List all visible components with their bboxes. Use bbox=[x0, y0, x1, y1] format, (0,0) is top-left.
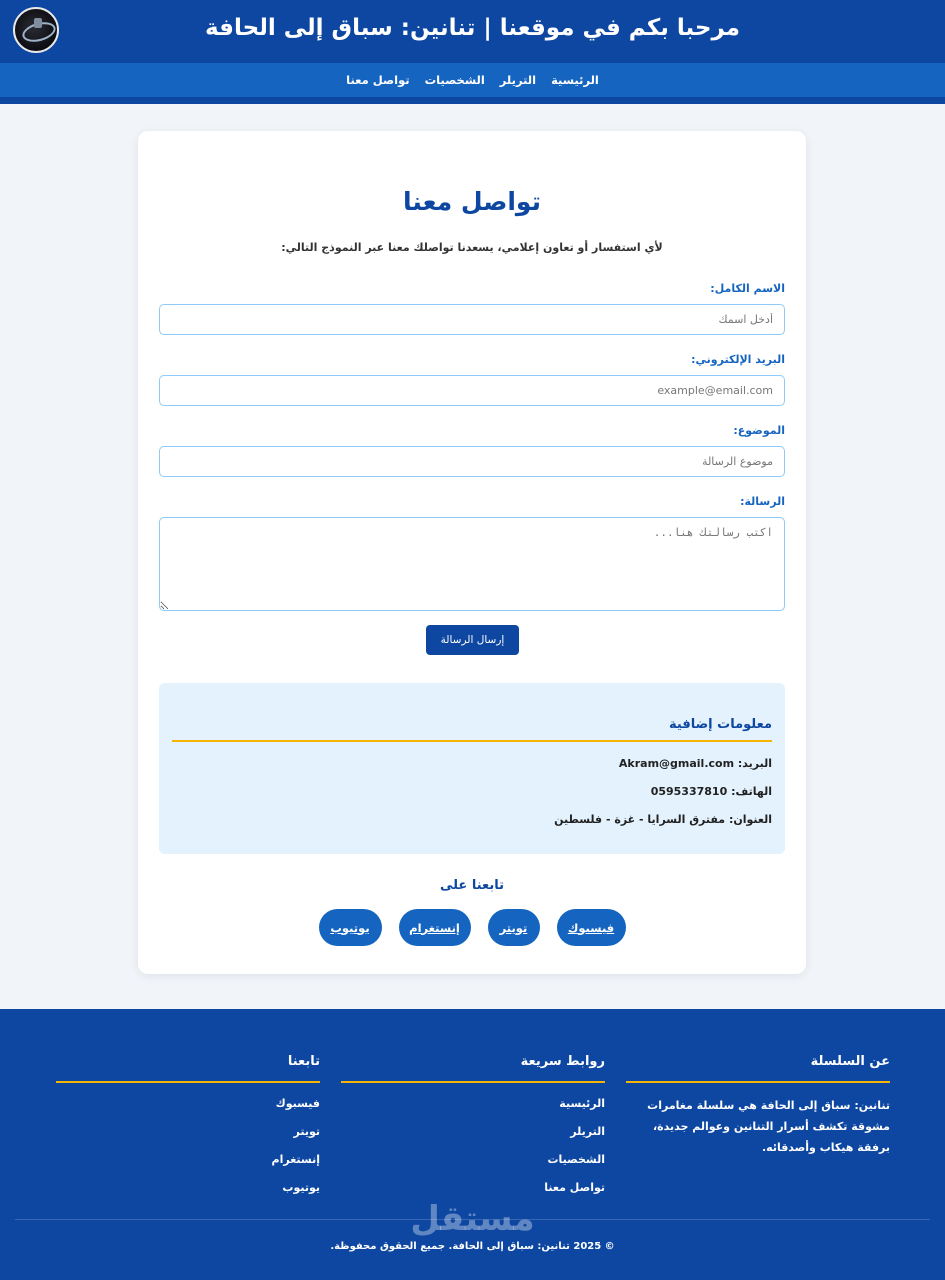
footer-about bbox=[626, 1054, 890, 1158]
footer-about-divider bbox=[626, 1081, 890, 1083]
send-message-button[interactable]: إرسال الرسالة bbox=[426, 625, 519, 655]
page-title: تواصل معنا bbox=[403, 187, 541, 216]
message-textarea[interactable] bbox=[159, 517, 785, 611]
footer-links-title: روابط سريعة bbox=[520, 1054, 605, 1069]
additional-info-box bbox=[159, 683, 785, 854]
contact-intro: لأي استفسار أو تعاون إعلامي، يسعدنا تواصلك معنا عبر النموذج التالي: bbox=[281, 241, 663, 254]
footer-links-divider bbox=[341, 1081, 605, 1083]
footer-follow-title: تابعنا bbox=[287, 1054, 320, 1069]
main-nav bbox=[0, 63, 945, 97]
footer-follow bbox=[56, 1054, 320, 1207]
info-divider bbox=[172, 740, 772, 742]
youtube-button[interactable]: يوتيوب bbox=[319, 909, 382, 946]
footer-link-home[interactable]: الرئيسية bbox=[559, 1097, 605, 1110]
footer-about-title: عن السلسلة bbox=[810, 1054, 890, 1069]
footer-follow-divider bbox=[56, 1081, 320, 1083]
mostaql-watermark: مستقل bbox=[410, 1199, 535, 1239]
contact-card bbox=[138, 131, 806, 974]
nav-trailer[interactable]: التريلر bbox=[499, 73, 537, 87]
footer-link-characters[interactable]: الشخصيات bbox=[547, 1153, 605, 1166]
footer-instagram-link[interactable]: إنستغرام bbox=[271, 1153, 320, 1166]
instagram-button[interactable]: إنستغرام bbox=[399, 909, 471, 946]
footer-twitter-link[interactable]: تويتر bbox=[293, 1125, 320, 1138]
facebook-button[interactable]: فيسبوك bbox=[557, 909, 626, 946]
site-title: مرحبا بكم في موقعنا | تنانين: سباق إلى الحافة bbox=[204, 15, 741, 41]
footer-links bbox=[341, 1054, 605, 1207]
copyright-text: © 2025 تنانين: سباق إلى الحافة. جميع الحقوق محفوظة. bbox=[330, 1241, 615, 1252]
twitter-button[interactable]: تويتر bbox=[488, 909, 540, 946]
info-email: البريد: Akram@gmail.com bbox=[618, 757, 772, 770]
site-header bbox=[0, 0, 945, 63]
email-label: البريد الإلكتروني: bbox=[691, 353, 785, 366]
info-address: العنوان: مفترق السرايا - غزة - فلسطين bbox=[554, 813, 772, 826]
footer-link-contact[interactable]: تواصل معنا bbox=[544, 1181, 605, 1194]
name-label: الاسم الكامل: bbox=[710, 282, 785, 295]
message-label: الرسالة: bbox=[740, 495, 785, 508]
footer-link-trailer[interactable]: التريلر bbox=[570, 1125, 605, 1138]
nav-contact[interactable]: تواصل معنا bbox=[346, 73, 410, 87]
nav-characters[interactable]: الشخصيات bbox=[424, 73, 485, 87]
name-input[interactable] bbox=[159, 304, 785, 335]
subject-label: الموضوع: bbox=[733, 424, 785, 437]
nav-home[interactable]: الرئيسية bbox=[551, 73, 599, 87]
info-title: معلومات إضافية bbox=[669, 717, 772, 732]
footer-youtube-link[interactable]: يوتيوب bbox=[282, 1181, 320, 1194]
footer-about-text: تنانين: سباق إلى الحافة هي سلسلة مغامرات مشوقة تكشف أسرار التنانين وعوالم جديدة، برفقة هيكاب وأصدقائه. bbox=[647, 1099, 890, 1154]
social-buttons bbox=[138, 909, 806, 946]
subject-input[interactable] bbox=[159, 446, 785, 477]
follow-title: تابعنا على bbox=[439, 878, 505, 893]
info-phone: الهاتف: 0595337810 bbox=[650, 785, 772, 798]
nav-divider bbox=[0, 97, 945, 104]
site-footer bbox=[0, 1009, 945, 1280]
email-input[interactable] bbox=[159, 375, 785, 406]
footer-facebook-link[interactable]: فيسبوك bbox=[275, 1097, 320, 1110]
